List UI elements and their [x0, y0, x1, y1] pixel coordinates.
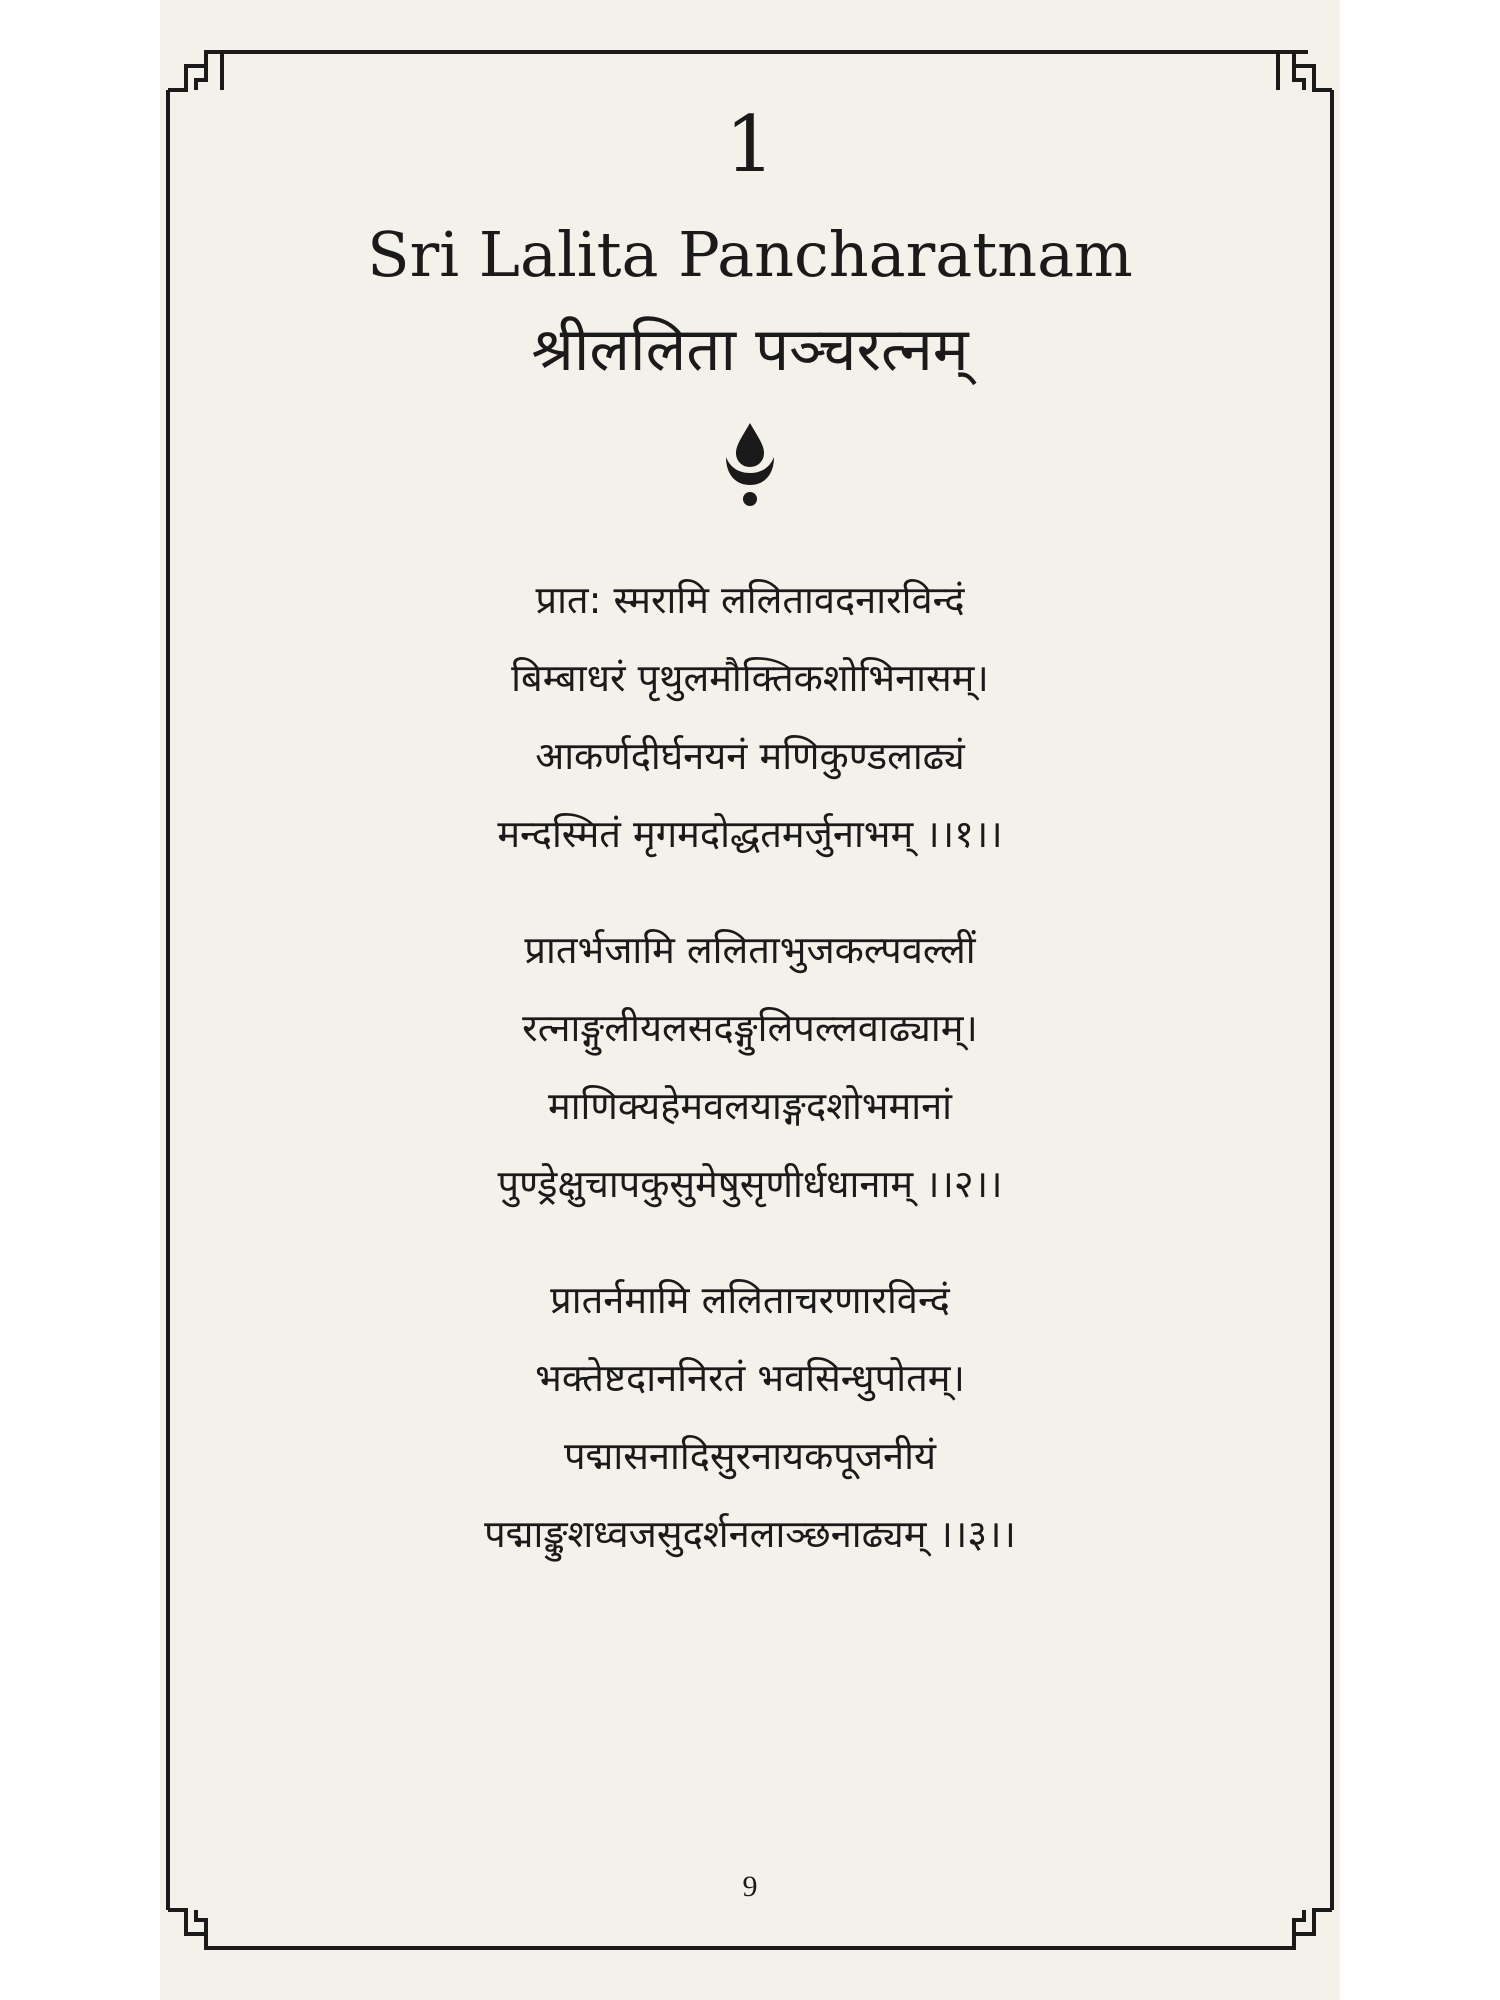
page-title: Sri Lalita Pancharatnam [367, 218, 1133, 291]
verse-line: बिम्बाधरं पृथुलमौक्तिकशोभिनासम्। [511, 656, 989, 700]
verse-3 [210, 1261, 1290, 1573]
page-title-devanagari: श्रीललिता पञ्चरत्नम् [531, 315, 969, 385]
verse-line: रत्नाङ्गुलीयलसदङ्गुलिपल्लवाढ्याम्। [522, 1006, 978, 1050]
verses [210, 561, 1290, 1573]
verse-2 [210, 911, 1290, 1223]
verse-line: भक्तेष्टदाननिरतं भवसिन्धुपोतम्। [535, 1356, 965, 1400]
verse-1 [210, 561, 1290, 873]
verse-line: पुण्ड्रेक्षुचापकुसुमेषुसृणीर्धधानाम् ।।२।। [497, 1162, 1003, 1206]
page-number: 9 [742, 1870, 758, 1903]
verse-line: प्रातर्भजामि ललिताभुजकल्पवल्लीं [524, 928, 976, 972]
verse-line: प्रात: स्मरामि ललितावदनारविन्दं [535, 578, 965, 622]
verse-line: माणिक्यहेमवलयाङ्गदशोभमानां [547, 1084, 953, 1128]
verse-line: पद्माङ्कुशध्वजसुदर्शनलाञ्छनाढ्यम् ।।३।। [484, 1512, 1016, 1556]
verse-line: पद्मासनादिसुरनायकपूजनीयं [563, 1434, 937, 1478]
verse-line: मन्दस्मितं मृगमदोद्धतमर्जुनाभम् ।।१।। [497, 812, 1003, 856]
verse-line: प्रातर्नमामि ललिताचरणारविन्दं [550, 1278, 950, 1322]
drop-lotus-icon [720, 419, 780, 509]
chapter-number: 1 [725, 100, 775, 190]
verse-line: आकर्णदीर्घनयनं मणिकुण्डलाढ्यं [535, 734, 965, 778]
page-content [210, 95, 1290, 1573]
